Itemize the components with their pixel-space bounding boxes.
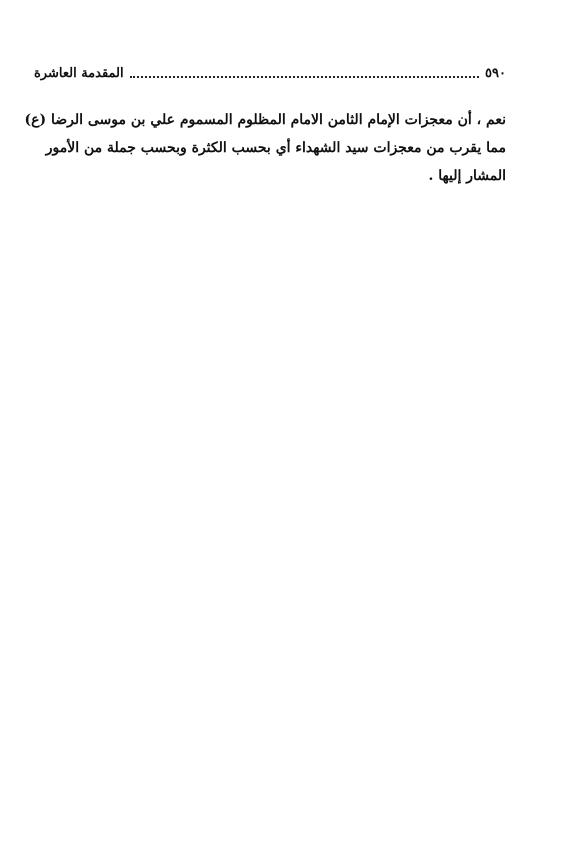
body-paragraph	[24, 106, 506, 190]
page-header	[34, 62, 506, 82]
page-number: ٥٩٠	[485, 66, 506, 81]
text-line: المشار إليها .	[428, 168, 506, 184]
dotted-leader	[130, 76, 479, 78]
running-title: المقدمة العاشرة	[34, 66, 124, 81]
text-line: نعم ، أن معجزات الإمام الثامن الامام المظلوم المسموم علي بن موسى الرضا (ع)	[24, 112, 506, 128]
text-line: مما يقرب من معجزات سيد الشهداء أي بحسب الكثرة وبحسب جملة من الأمور	[45, 140, 506, 156]
